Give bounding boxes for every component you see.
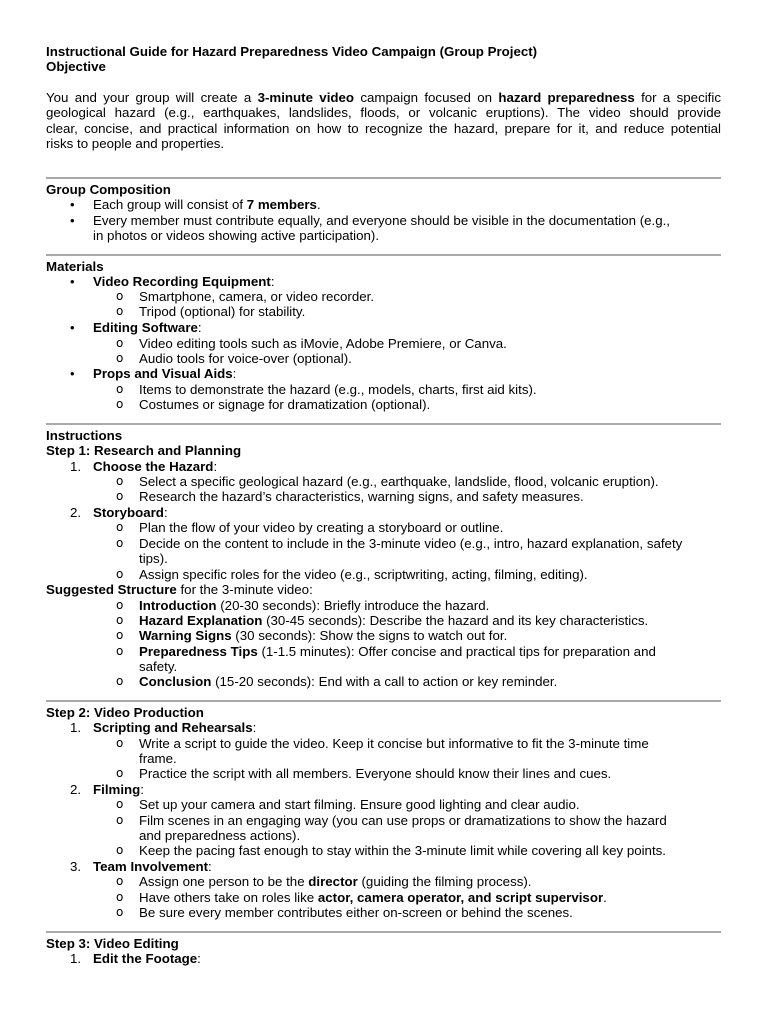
structure-item: Conclusion (15-20 seconds): End with a call to action or key reminder. [139, 674, 558, 689]
section-divider [46, 700, 721, 702]
materials-video-label: Video Recording Equipment: [93, 274, 275, 289]
step2-heading: Step 2: Video Production [46, 705, 204, 720]
team-item: Be sure every member contributes either on-screen or behind the scenes. [139, 905, 573, 920]
list-number: 3. [70, 859, 82, 874]
section-divider [46, 254, 721, 256]
storyboard-item: Plan the flow of your video by creating a storyboard or outline. [139, 520, 504, 535]
sub-bullet-icon: o [116, 304, 124, 318]
sub-bullet-icon: o [116, 628, 124, 642]
sub-bullet-icon: o [116, 336, 124, 350]
sub-bullet-icon: o [116, 489, 124, 503]
sub-bullet-icon: o [116, 397, 124, 411]
objective-heading: Objective [46, 59, 106, 74]
group-heading: Group Composition [46, 182, 171, 197]
sub-bullet-icon: o [116, 351, 124, 365]
list-number: 1. [70, 459, 82, 474]
section-divider [46, 177, 721, 179]
scripting-item-cont: frame. [139, 751, 177, 766]
materials-editing-item: Audio tools for voice-over (optional). [139, 351, 352, 366]
structure-item-cont: safety. [139, 659, 178, 674]
bullet-icon: • [70, 197, 75, 212]
sub-bullet-icon: o [116, 674, 124, 688]
bullet-icon: • [70, 366, 75, 381]
scripting-item: Write a script to guide the video. Keep it concise but informative to fit the 3-minute time [139, 736, 649, 751]
structure-item: Introduction (20-30 seconds): Briefly introduce the hazard. [139, 598, 490, 613]
materials-props-item: Costumes or signage for dramatization (optional). [139, 397, 431, 412]
materials-editing-label: Editing Software: [93, 320, 202, 335]
filming-item-cont: and preparedness actions). [139, 828, 301, 843]
sub-bullet-icon: o [116, 766, 124, 780]
filming-item: Keep the pacing fast enough to stay within the 3-minute limit while covering all key points. [139, 843, 666, 858]
sub-bullet-icon: o [116, 736, 124, 750]
filming-item: Film scenes in an engaging way (you can use props or dramatizations to show the hazard [139, 813, 667, 828]
list-number: 1. [70, 720, 82, 735]
choose-hazard-label: Choose the Hazard: [93, 459, 218, 474]
materials-editing-item: Video editing tools such as iMovie, Adobe Premiere, or Canva. [139, 336, 507, 351]
scripting-item: Practice the script with all members. Everyone should know their lines and cues. [139, 766, 612, 781]
sub-bullet-icon: o [116, 890, 124, 904]
instructions-heading: Instructions [46, 428, 123, 443]
list-number: 2. [70, 505, 82, 520]
document-title: Instructional Guide for Hazard Preparedness Video Campaign (Group Project) [46, 44, 538, 59]
team-item: Assign one person to be the director (guiding the filming process). [139, 874, 532, 889]
sub-bullet-icon: o [116, 536, 124, 550]
sub-bullet-icon: o [116, 874, 124, 888]
step3-heading: Step 3: Video Editing [46, 936, 179, 951]
team-item: Have others take on roles like actor, camera operator, and script supervisor. [139, 890, 607, 905]
bullet-icon: • [70, 274, 75, 289]
storyboard-item: Decide on the content to include in the 3-minute video (e.g., intro, hazard explanation, safety [139, 536, 683, 551]
group-item-2-cont: in photos or videos showing active participation). [93, 228, 380, 243]
filming-item: Set up your camera and start filming. Ensure good lighting and clear audio. [139, 797, 580, 812]
materials-props-label: Props and Visual Aids: [93, 366, 237, 381]
objective-line-4: risks to people and properties. [46, 136, 225, 151]
suggested-structure-heading: Suggested Structure for the 3-minute video: [46, 582, 313, 597]
sub-bullet-icon: o [116, 905, 124, 919]
objective-line-2: geological hazard (e.g., earthquakes, landslides, floods, or volcanic eruptions). The video should provide [46, 105, 721, 120]
section-divider [46, 931, 721, 933]
list-number: 2. [70, 782, 82, 797]
materials-heading: Materials [46, 259, 104, 274]
sub-bullet-icon: o [116, 644, 124, 658]
choose-hazard-item: Research the hazard’s characteristics, warning signs, and safety measures. [139, 489, 584, 504]
sub-bullet-icon: o [116, 813, 124, 827]
sub-bullet-icon: o [116, 797, 124, 811]
team-label: Team Involvement: [93, 859, 212, 874]
structure-item: Preparedness Tips (1-1.5 minutes): Offer concise and practical tips for preparation and [139, 644, 656, 659]
sub-bullet-icon: o [116, 843, 124, 857]
sub-bullet-icon: o [116, 567, 124, 581]
sub-bullet-icon: o [116, 598, 124, 612]
group-item-1: Each group will consist of 7 members. [93, 197, 321, 212]
objective-line-3: clear, concise, and practical information on how to recognize the hazard, prepare for it, and reduce potential [46, 121, 721, 136]
storyboard-item-cont: tips). [139, 551, 168, 566]
scripting-label: Scripting and Rehearsals: [93, 720, 257, 735]
materials-video-item: Smartphone, camera, or video recorder. [139, 289, 375, 304]
filming-label: Filming: [93, 782, 144, 797]
edit-footage-label: Edit the Footage: [93, 951, 201, 966]
materials-video-item: Tripod (optional) for stability. [139, 304, 306, 319]
section-divider [46, 423, 721, 425]
sub-bullet-icon: o [116, 613, 124, 627]
bullet-icon: • [70, 213, 75, 228]
sub-bullet-icon: o [116, 474, 124, 488]
objective-line-1: You and your group will create a 3-minute video campaign focused on hazard preparedness for a specific [46, 90, 721, 105]
sub-bullet-icon: o [116, 382, 124, 396]
sub-bullet-icon: o [116, 520, 124, 534]
structure-item: Hazard Explanation (30-45 seconds): Describe the hazard and its key characteristics. [139, 613, 649, 628]
group-item-2: Every member must contribute equally, and everyone should be visible in the documentation (e.g., [93, 213, 671, 228]
step1-heading: Step 1: Research and Planning [46, 443, 242, 458]
sub-bullet-icon: o [116, 289, 124, 303]
storyboard-label: Storyboard: [93, 505, 168, 520]
materials-props-item: Items to demonstrate the hazard (e.g., models, charts, first aid kits). [139, 382, 537, 397]
list-number: 1. [70, 951, 82, 966]
storyboard-item: Assign specific roles for the video (e.g., scriptwriting, acting, filming, editing). [139, 567, 588, 582]
bullet-icon: • [70, 320, 75, 335]
structure-item: Warning Signs (30 seconds): Show the signs to watch out for. [139, 628, 508, 643]
choose-hazard-item: Select a specific geological hazard (e.g., earthquake, landslide, flood, volcanic eruption). [139, 474, 659, 489]
